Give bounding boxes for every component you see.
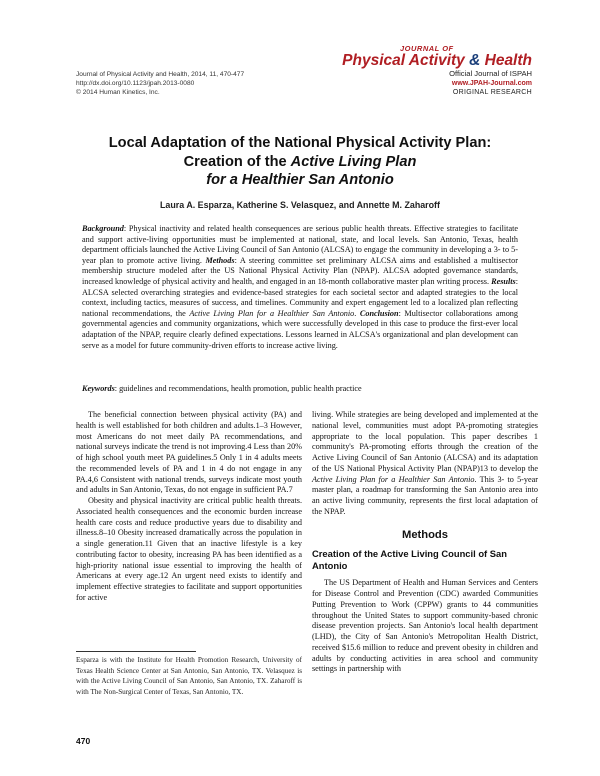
- results-text-a: : ALCSA selected overarching strategies and evidence-based strategies for each societal sector and adapted strategies to the local context, including tactics, measures of success, and timelines. Community and expert engagement led to a localized plan reflecting national recommendations, the: [82, 276, 518, 318]
- official-journal: Official Journal of ISPAH: [449, 69, 532, 78]
- body-paragraph: Obesity and physical inactivity are critical public health threats. Associated health consequences and the economic burden increase health care costs and reduce productive years due to disability and illness.8–10 Obesity increased dramatically across the population in a single generation.11 Given that an inactive lifestyle is a key contributing factor to obesity, increasing PA has been identified as a high-priority national issue essential to improving the health of Americans at every age.12 An urgent need exists to identify and implement effective strategies to facilitate and support opportunities for active: [76, 496, 302, 602]
- background-label: Background: [82, 224, 124, 233]
- body-paragraph: [312, 410, 538, 518]
- authors: Laura A. Esparza, Katherine S. Velasquez, and Annette M. Zaharoff: [160, 200, 440, 210]
- body-column-right: [312, 410, 538, 675]
- background-text: : Physical inactivity and related health consequences are serious public health threats. Effective strategies to facilitate and support active-living opportunities must be implemented at national, state, and local levels. San Antonio, Texas, health department officials launched the Active Living Council of San Antonio (ALCSA) to engage the community in developing a 3- to 5-year plan to promote active living.: [82, 224, 518, 265]
- body-paragraph: The US Department of Health and Human Services and Centers for Disease Control and Prevention (CDC) awarded Communities Putting Prevention to Work (CPPW) grants to 44 communities throughout the United States to support community-based chronic disease prevention projects. San Antonio's local health department (LHD), the City of San Antonio's Metropolitan Health District, received $15.6 million to reduce and prevent obesity in children and adults by conducting activities in area school and community settings in partnership with: [312, 578, 538, 674]
- author-footnote: Esparza is with the Institute for Health Promotion Research, University of Texas Health Science Center at San Antonio, San Antonio, TX. Velasquez is with the Active Living Council of San Antonio, San Antonio, TX. Zaharoff is with The Non-Surgical Center of Texas, San Antonio, TX.: [76, 656, 302, 697]
- conclusion-label: Conclusion: [359, 308, 399, 318]
- col2-text-b: . This 3- to 5-year master plan, a roadmap for transforming the San Antonio area into an active living community, represents the first local adaptation of the NPAP.: [312, 474, 538, 516]
- doi-link[interactable]: http://dx.doi.org/10.1123/jpah.2013-0080: [76, 80, 195, 88]
- section-subheading: Creation of the Active Living Council of San Antonio: [312, 548, 507, 572]
- title-line-2-italic: Active Living Plan: [290, 153, 417, 170]
- results-text-b: .: [354, 308, 360, 318]
- title-line-2-prefix: Creation of the: [183, 153, 291, 170]
- title-line-2: [60, 153, 540, 172]
- body-column-left: [76, 410, 302, 604]
- conclusion-text: : Multisector collaborations among governmental agencies and community organizations, which were successfully developed in this case to produce the first-ever local adaptation of the NPAP, require clearly defined expectations. Lessons learned in ALCSA's organizational and plan development can serve as a model for future community-driven efforts to increase active living.: [82, 308, 518, 350]
- keywords-label: Keywords: [82, 384, 115, 393]
- page-number: 470: [76, 736, 91, 746]
- journal-name: [312, 53, 532, 69]
- journal-ampersand: &: [469, 52, 481, 69]
- keywords: [82, 384, 518, 395]
- abstract: [82, 224, 518, 351]
- citation-block: [76, 70, 336, 98]
- body-paragraph: The beneficial connection between physical activity (PA) and health is well established for both children and adults.1–3 However, most Americans do not meet daily PA recommendations, and national surveys indicate the trend is not improving.4 Less than 20% of high school youth meet PA guidelines.5 Only 1 in 4 adults meets the recommended levels of PA and 1 in 4 do not engage in any PA.4,6 Consistent with national trends, surveys indicate most youth and adults in San Antonio, Texas, do not engage in sufficient PA.7: [76, 410, 302, 495]
- methods-heading: Methods: [402, 528, 448, 541]
- journal-name-part2: Health: [484, 52, 532, 69]
- methods-text: : A steering committee set preliminary ALCSA aims and established a multisector membership structure modeled after the US National Physical Activity Plan (NPAP). ALCSA adopted governance standards, increased knowledge of physical activity and health, and engaged in an 18-month collaborative master plan writing process.: [82, 255, 518, 286]
- title-line-3-italic: for a Healthier San Antonio: [206, 172, 394, 188]
- col2-text-a: living. While strategies are being developed and implemented at the national level, communities must adopt PA-promoting strategies appropriate to the local population. This paper describes 1 community's PA-promoting efforts through the creation of the Active Living Council of San Antonio (ALCSA) and its adaptation of the US National Physical Activity Plan (NPAP)13 to develop the: [312, 410, 538, 473]
- title-line-3: [60, 171, 540, 190]
- col2-italic: Active Living Plan for a Healthier San Antonio: [312, 474, 475, 484]
- results-label: Results: [491, 276, 516, 286]
- journal-name-part1: Physical Activity: [342, 52, 465, 69]
- methods-label: Methods: [205, 255, 235, 265]
- keywords-text: : guidelines and recommendations, health promotion, public health practice: [114, 384, 362, 393]
- abstract-paragraph: [82, 224, 518, 351]
- footnote-rule: [76, 651, 196, 652]
- results-italic: Active Living Plan for a Healthier San Antonio: [189, 308, 355, 318]
- article-title: [60, 134, 540, 190]
- journal-url[interactable]: www.JPAH-Journal.com: [451, 80, 532, 87]
- journal-logo: [312, 44, 532, 97]
- journal-citation: Journal of Physical Activity and Health, 2014, 11, 470-477: [76, 71, 245, 78]
- copyright: © 2014 Human Kinetics, Inc.: [76, 89, 160, 97]
- title-line-1: Local Adaptation of the National Physical Activity Plan:: [108, 135, 492, 151]
- article-type: ORIGINAL RESEARCH: [452, 89, 532, 96]
- journal-prefix: JOURNAL OF: [400, 44, 454, 53]
